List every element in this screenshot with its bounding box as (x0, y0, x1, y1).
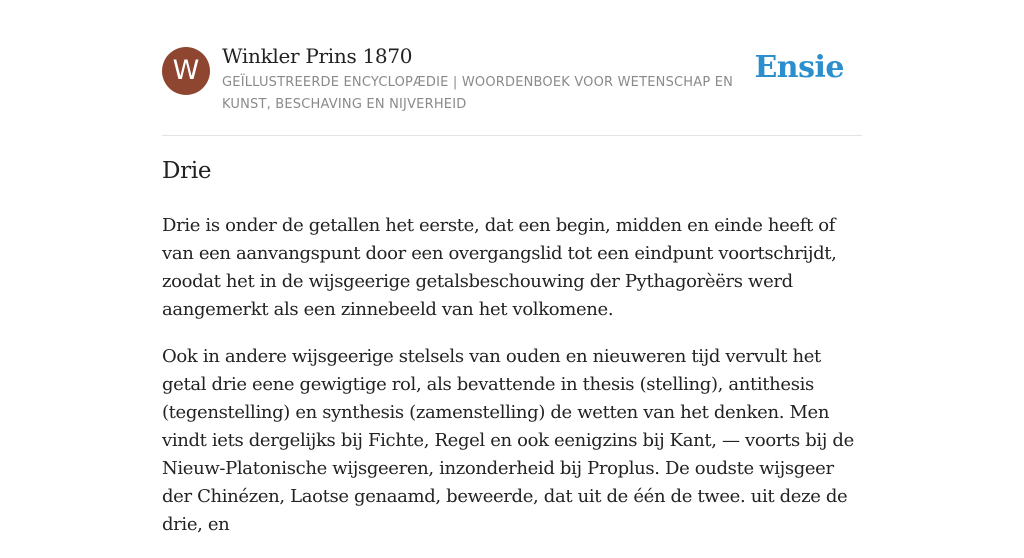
article-body (162, 212, 867, 558)
article-paragraph-1: Drie is onder de getallen het eerste, dat een begin, midden en einde heeft of van een aanvangspunt door een overgangslid tot een eindpunt voortschrijdt, zoodat het in de wijsgeerige getalsbeschouwing der Pythagorèërs werd aangemerkt als een zinnebeeld van het volkomene. (162, 215, 837, 320)
ensie-logo-link[interactable]: Ensie (754, 50, 844, 85)
source-header (162, 0, 862, 136)
article-paragraph-2: Ook in andere wijsgeerige stelsels van ouden en nieuweren tijd vervult het getal drie eene gewigtige rol, als bevattende in thesis (stelling), antithesis (tegenstelling) en synthesis (zamenstelling) de wetten van het denken. Men vindt iets dergelijks bij Fichte, Regel en ook eenigzins bij Kant, — voorts bij de Nieuw-Platonische wijsgeeren, inzonderheid bij Proplus. De oudste wijsgeer der Chinézen, Laotse genaamd, beweerde, dat uit de één de twee. uit deze de drie, en (162, 346, 854, 535)
source-title-link[interactable]: Winkler Prins 1870 (222, 44, 413, 68)
article-title: Drie (162, 158, 212, 184)
source-avatar[interactable]: W (162, 47, 210, 95)
content-container (162, 0, 862, 535)
source-subtitle: GEÏLLUSTREERDE ENCYCLOPÆDIE | WOORDENBOEK VOOR WETENSCHAP EN KUNST, BESCHAVING EN NIJVERHEID (222, 75, 734, 112)
